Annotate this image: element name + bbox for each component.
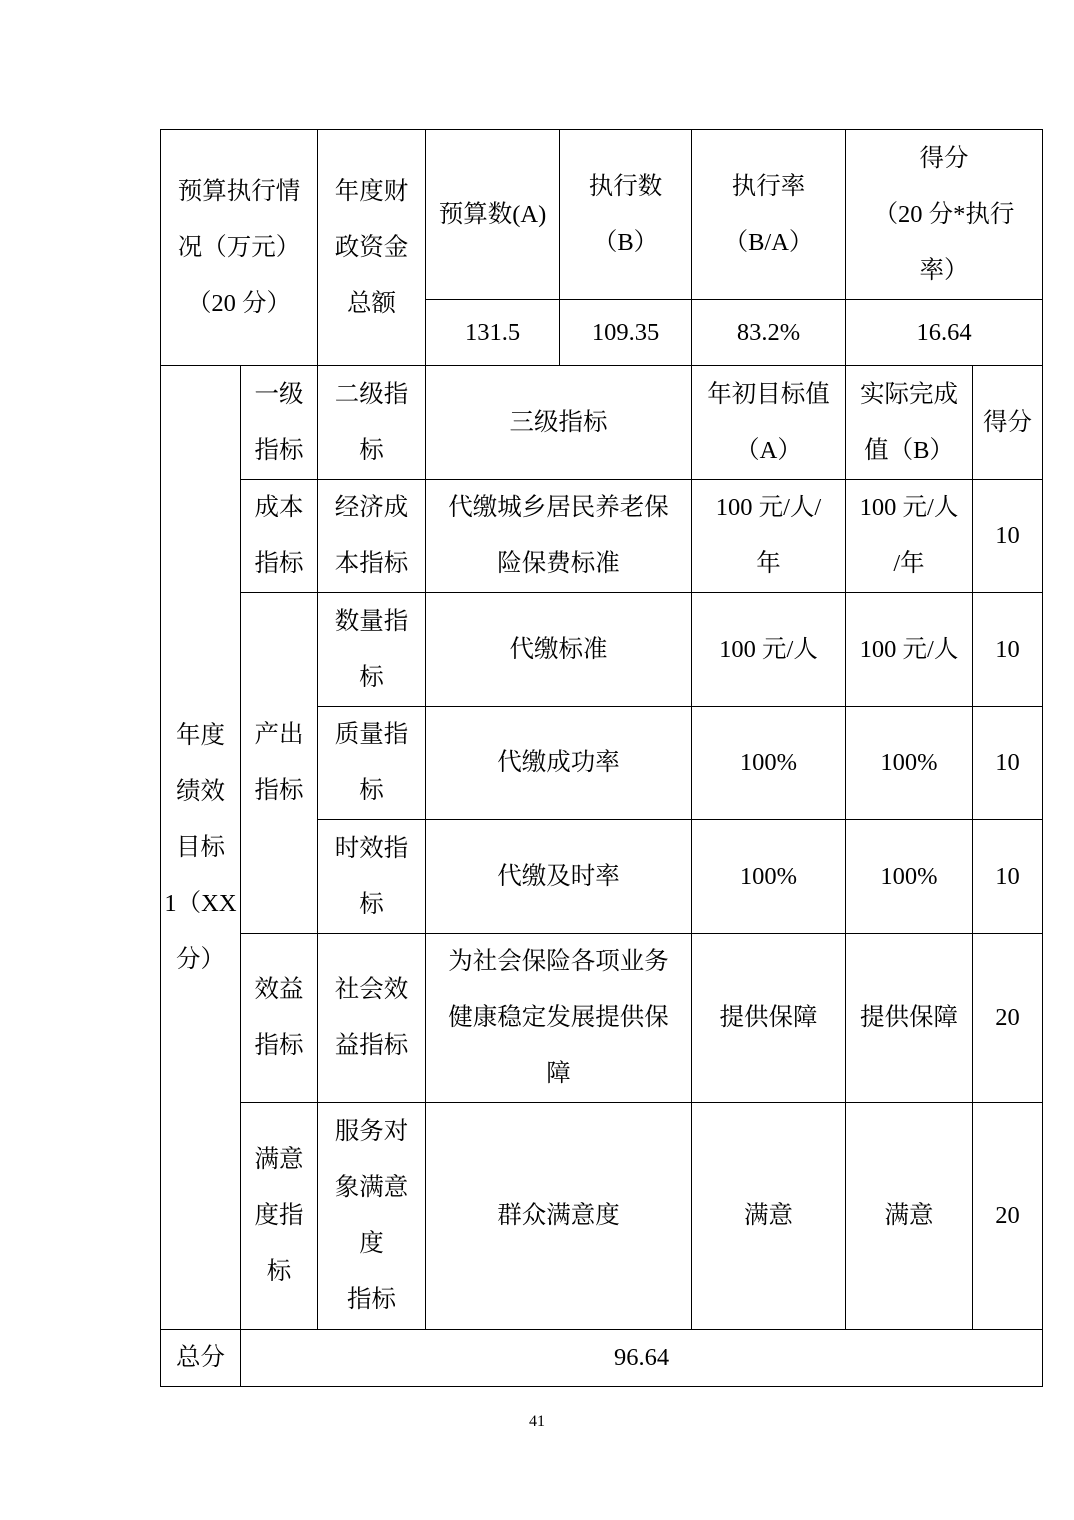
level1-indicator-cost: 成本 指标	[241, 480, 318, 593]
level3-indicator-payment-standard: 代缴标准	[426, 593, 692, 707]
level1-indicator-output: 产出 指标	[241, 593, 318, 934]
level3-indicator-public-satisfaction: 群众满意度	[426, 1103, 692, 1330]
performance-goal-label: 年度 绩效 目标 1（XX 分）	[161, 366, 241, 1330]
indicator-score-timely-rate: 10	[973, 820, 1043, 934]
level2-indicator-service-satisfaction: 服务对 象满意 度 指标	[318, 1103, 426, 1330]
level3-indicator-social-security-support: 为社会保险各项业务 健康稳定发展提供保 障	[426, 934, 692, 1103]
level3-indicator-header: 三级指标	[426, 366, 692, 480]
target-value-header: 年初目标值 （A）	[692, 366, 846, 480]
level3-indicator-premium-standard: 代缴城乡居民养老保 险保费标准	[426, 480, 692, 593]
actual-value-header: 实际完成 值（B）	[846, 366, 973, 480]
target-value-payment-standard: 100 元/人	[692, 593, 846, 707]
target-value-success-rate: 100%	[692, 707, 846, 820]
budget-execution-label: 预算执行情 况（万元） （20 分）	[161, 130, 318, 366]
actual-value-success-rate: 100%	[846, 707, 973, 820]
level1-indicator-satisfaction: 满意 度指 标	[241, 1103, 318, 1330]
actual-value-public-satisfaction: 满意	[846, 1103, 973, 1330]
actual-value-payment-standard: 100 元/人	[846, 593, 973, 707]
execution-rate-value: 83.2%	[692, 300, 846, 366]
indicator-score-public-satisfaction: 20	[973, 1103, 1043, 1330]
actual-value-timely-rate: 100%	[846, 820, 973, 934]
level2-indicator-social-benefit: 社会效 益指标	[318, 934, 426, 1103]
level3-indicator-timely-rate: 代缴及时率	[426, 820, 692, 934]
indicator-score-social-security-support: 20	[973, 934, 1043, 1103]
indicator-score-success-rate: 10	[973, 707, 1043, 820]
level2-indicator-timeliness: 时效指 标	[318, 820, 426, 934]
executed-amount-value: 109.35	[560, 300, 692, 366]
target-value-public-satisfaction: 满意	[692, 1103, 846, 1330]
level1-indicator-header: 一级 指标	[241, 366, 318, 480]
indicator-score-header: 得分	[973, 366, 1043, 480]
level2-indicator-quality: 质量指 标	[318, 707, 426, 820]
budget-amount-value: 131.5	[426, 300, 560, 366]
level2-indicator-quantity: 数量指 标	[318, 593, 426, 707]
actual-value-premium-standard: 100 元/人 /年	[846, 480, 973, 593]
performance-table	[160, 129, 1043, 1387]
annual-funds-total-label: 年度财 政资金 总额	[318, 130, 426, 366]
target-value-timely-rate: 100%	[692, 820, 846, 934]
target-value-premium-standard: 100 元/人/ 年	[692, 480, 846, 593]
level3-indicator-success-rate: 代缴成功率	[426, 707, 692, 820]
actual-value-social-security-support: 提供保障	[846, 934, 973, 1103]
level2-indicator-economic-cost: 经济成 本指标	[318, 480, 426, 593]
budget-score-header: 得分 （20 分*执行 率）	[846, 130, 1043, 300]
budget-amount-header: 预算数(A)	[426, 130, 560, 300]
level1-indicator-benefit: 效益 指标	[241, 934, 318, 1103]
indicator-score-payment-standard: 10	[973, 593, 1043, 707]
level2-indicator-header: 二级指 标	[318, 366, 426, 480]
total-score-value: 96.64	[241, 1330, 1043, 1387]
execution-rate-header: 执行率 （B/A）	[692, 130, 846, 300]
budget-score-value: 16.64	[846, 300, 1043, 366]
indicator-score-premium-standard: 10	[973, 480, 1043, 593]
target-value-social-security-support: 提供保障	[692, 934, 846, 1103]
executed-amount-header: 执行数 （B）	[560, 130, 692, 300]
total-score-label: 总分	[161, 1330, 241, 1387]
page-number: 41	[529, 1413, 545, 1430]
